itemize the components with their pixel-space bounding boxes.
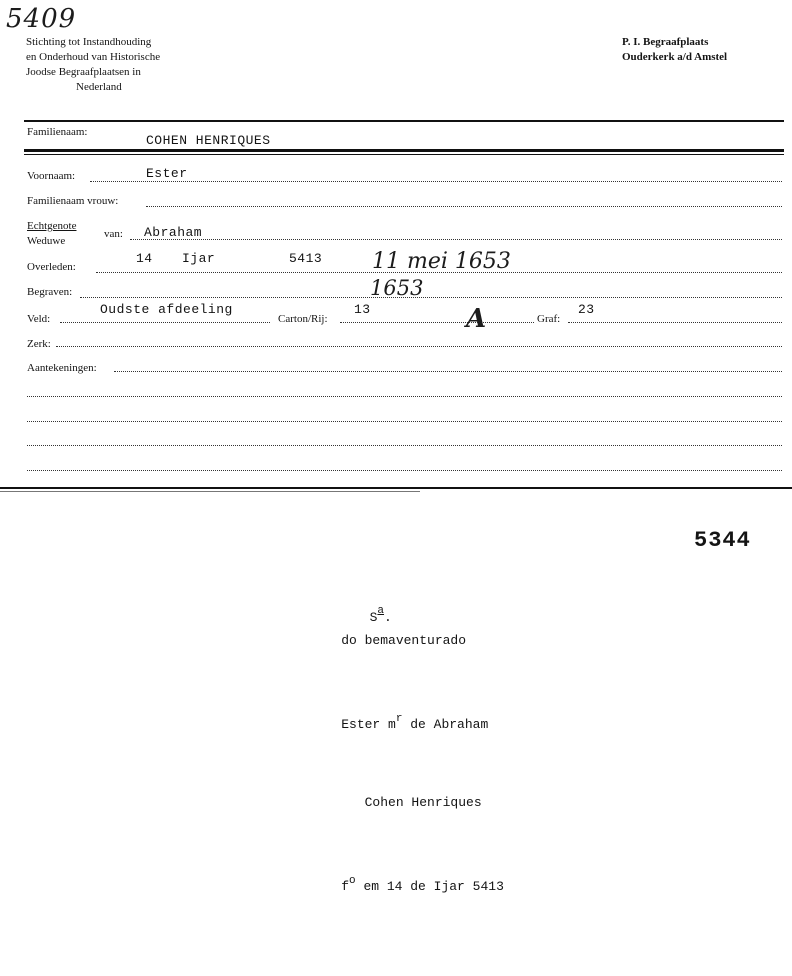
- inscription-line-1: [310, 602, 504, 680]
- zerk-dots: [56, 346, 782, 347]
- handwritten-card-number: 5409: [6, 4, 77, 34]
- voornaam-label: Voornaam:: [27, 170, 76, 182]
- organisation-header: [26, 35, 216, 95]
- overleden-day: 14: [136, 251, 153, 266]
- graf-value: 23: [578, 302, 595, 317]
- familienaam-rule-thick: [24, 149, 784, 152]
- cemetery-line-1: P. I. Begraafplaats: [622, 36, 709, 48]
- aantekeningen-dots: [114, 371, 782, 372]
- cemetery-line-2: Ouderkerk a/d Amstel: [622, 51, 728, 63]
- carton-label: Carton/Rij:: [278, 313, 328, 325]
- notes-line-4: [27, 470, 782, 471]
- veld-label: Veld:: [27, 313, 51, 325]
- carton-handwritten-mark: A: [466, 304, 487, 334]
- voornaam-value: Ester: [146, 166, 188, 181]
- notes-line-3: [27, 445, 782, 446]
- notes-line-1: [27, 396, 782, 397]
- org-line-1: Stichting tot Instandhouding: [26, 36, 152, 48]
- carton-dots: [340, 322, 534, 323]
- org-line-3: Joodse Begraafplaatsen in: [26, 66, 141, 78]
- van-value: Abraham: [144, 225, 203, 240]
- inscription-line-2-rest: de Abraham: [402, 717, 489, 732]
- zerk-label: Zerk:: [27, 338, 51, 350]
- org-line-4: Nederland: [76, 81, 122, 93]
- voornaam-dots: [90, 181, 782, 182]
- card-bottom-edge: [0, 487, 792, 489]
- begraven-dots: [80, 297, 782, 298]
- inscription-line-3: [310, 764, 504, 842]
- inscription-line-3-text: Cohen Henriques: [341, 795, 482, 810]
- card-bottom-edge-shadow: [0, 491, 420, 492]
- inscription-line-2-text: Ester m: [341, 717, 396, 732]
- begraven-label: Begraven:: [27, 286, 73, 298]
- top-rule: [24, 120, 784, 122]
- inscription-line-4-sup: o: [349, 875, 356, 887]
- inscription-heading-sup: a: [377, 605, 385, 617]
- echtgenote-label: Echtgenote: [27, 220, 77, 232]
- notes-line-2: [27, 421, 782, 422]
- overleden-label: Overleden:: [27, 261, 76, 273]
- cemetery-header: [622, 35, 782, 65]
- inscription-line-4-rest: em 14 de Ijar 5413: [355, 879, 504, 894]
- familienaam-value: COHEN HENRIQUES: [146, 133, 271, 148]
- inscription-heading-dot: .: [384, 610, 392, 625]
- inscription-line-2: [310, 680, 504, 764]
- graf-dots: [568, 322, 782, 323]
- overleden-year: 5413: [289, 251, 323, 266]
- veld-value: Oudste afdeeling: [100, 302, 233, 317]
- veld-dots: [60, 322, 270, 323]
- van-dots: [130, 239, 782, 240]
- inscription-text: [310, 602, 504, 926]
- weduwe-label: Weduwe: [27, 235, 66, 247]
- familienaam-vrouw-dots: [146, 206, 782, 207]
- inscription-line-2-sup: r: [395, 713, 403, 725]
- aantekeningen-label: Aantekeningen:: [27, 362, 97, 374]
- inscription-number: 5344: [694, 528, 751, 553]
- overleden-handwritten-date: 11 mei 1653: [372, 249, 511, 274]
- van-label: van:: [104, 228, 123, 240]
- inscription-line-4-text: f: [341, 879, 350, 894]
- familienaam-rule-thin: [24, 154, 784, 155]
- inscription-heading-text: S: [369, 610, 378, 625]
- inscription-line-1-text: do bemaventurado: [341, 633, 467, 648]
- familienaam-vrouw-label: Familienaam vrouw:: [27, 195, 119, 207]
- overleden-month: Ijar: [182, 251, 216, 266]
- graf-label: Graf:: [537, 313, 561, 325]
- begraven-handwritten-year: 1653: [370, 276, 424, 300]
- inscription-line-4: [310, 842, 504, 926]
- org-line-2: en Onderhoud van Historische: [26, 51, 161, 63]
- carton-value: 13: [354, 302, 371, 317]
- familienaam-label: Familienaam:: [27, 126, 88, 138]
